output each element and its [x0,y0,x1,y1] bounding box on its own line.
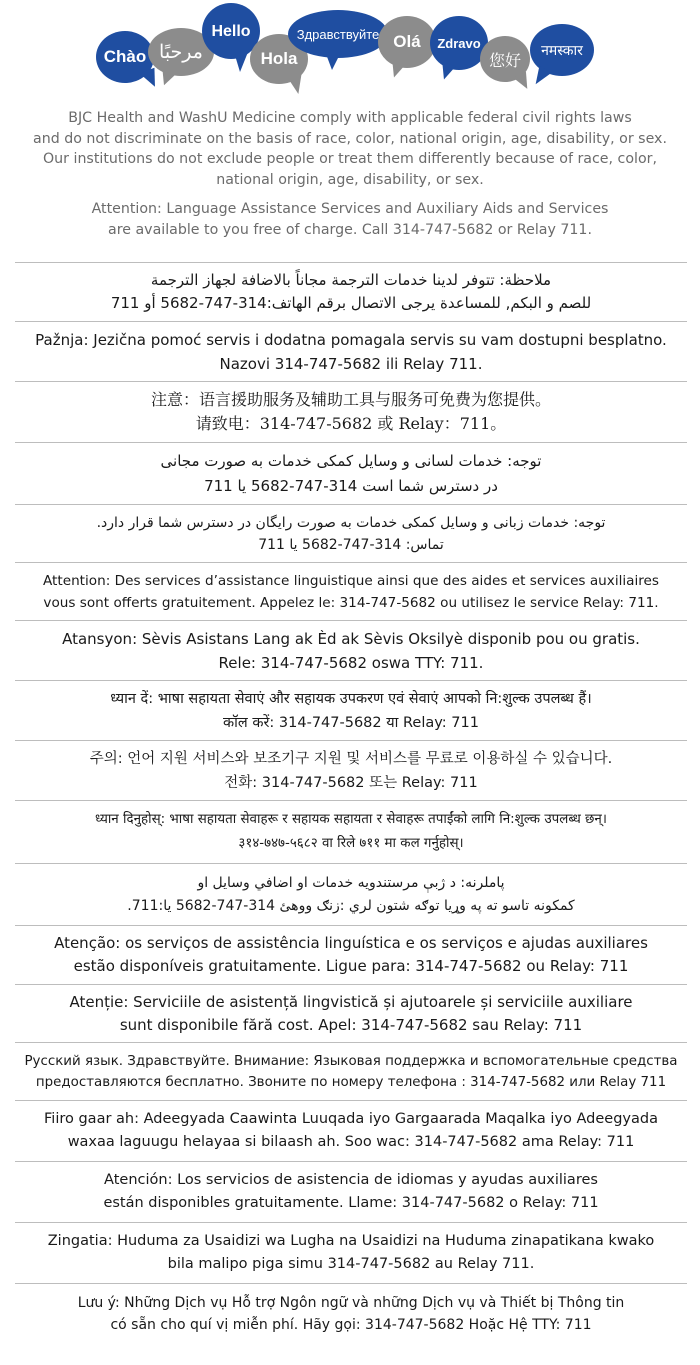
row-line: کمکونه تاسو ته په وړيا توګه شتون لري :زنګ ووهئ 314-747-5682 يا:711. [127,897,575,914]
row-line: Fiiro gaar ah: Adeegyada Caawinta Luuqada iyo Gargaarada Maqalka iyo Adeegyada [44,1111,658,1127]
notice-line: are available to you free of charge. Call 314-747-5682 or Relay 711. [108,221,592,238]
row-line: ध्यान दिनुहोस्: भाषा सहायता सेवाहरू र सहायक सहायता र सेवाहरू तपाईंको लागि नि:शुल्क उपलब्ध छन्। [95,812,607,827]
greeting-text-zdravstvuyte: Здравствуйте [296,26,380,42]
bubble-tail [388,60,406,79]
language-row-pashto [15,863,687,925]
bubble-tail [326,54,340,70]
row-line: Русский язык. Здравствуйте. Внимание: Языковая поддержка и вспомогательные средства [24,1053,678,1069]
bubble-tail [438,62,456,81]
language-row-vietnamese [15,1283,687,1343]
notice-line: Attention: Language Assistance Services and Auxiliary Aids and Services [91,201,609,217]
row-line: Atansyon: Sèvis Asistans Lang ak Èd ak Sèvis Oksilyè disponib pou ou gratis. [62,629,640,648]
greeting-bubbles [0,0,700,100]
language-row-spanish [15,1161,687,1222]
bubble-tail [158,68,178,88]
row-line: Lưu ý: Những Dịch vụ Hỗ trợ Ngôn ngữ và những Dịch vụ và Thiết bị Thông tin [77,1294,625,1311]
greeting-bubble-ola [378,16,436,68]
greeting-text-nihao: 您好 [488,52,521,70]
row-line: कॉल करें: 314-747-5682 या Relay: 711 [223,714,479,731]
language-row-farsi [15,504,687,562]
language-row-arabic [15,262,687,321]
row-line: ملاحظة: تتوفر لدينا خدمات الترجمة مجاناً بالاضافة لجهاز الترجمة [150,271,552,289]
row-line: Attention: Des services d’assistance linguistique ainsi que des aides et services auxiliaires [42,572,660,589]
row-line: vous sont offerts gratuitement. Appelez le: 314-747-5682 ou utilisez le service Relay: 711. [43,594,659,611]
row-line: Atenção: os serviços de assistência linguística e os serviços e ajudas auxiliares [54,934,648,952]
language-row-romanian [15,984,687,1042]
notice-line: and do not discriminate on the basis of race, color, national origin, age, disability, or sex. [33,130,667,147]
greeting-text-ola: Olá [393,32,421,51]
row-line: 注意：语言援助服务及辅助工具与服务可免费为您提供。 [150,390,551,409]
bubble-tail [234,52,248,72]
row-line: bila malipo piga simu 314-747-5682 au Relay 711. [167,1256,535,1272]
language-row-somali [15,1100,687,1161]
row-line: 주의: 언어 지원 서비스와 보조기구 지원 및 서비스를 무료로 이용하실 수 있습니다. [89,750,613,767]
row-line: للصم و البكم, للمساعدة يرجى الاتصال برقم الهاتف:314-747-5682 أو 711 [110,294,592,312]
notice-line: national origin, age, disability, or sex. [216,171,484,188]
greeting-text-chao: Chào [103,47,147,66]
row-line: ध्यान दें: भाषा सहायता सेवाएं और सहायक उपकरण एवं सेवाएं आपको नि:शुल्क उपलब्ध हैं। [110,690,592,707]
language-row-chinese [15,381,687,442]
row-line: Pažnja: Jezična pomoć servis i dodatna pomagala servis su vam dostupni besplatno. [35,330,667,349]
row-line: có sẵn cho quí vị miễn phí. Hãy gọi: 314-747-5682 Hoặc Hệ TTY: 711 [110,1316,592,1333]
language-assistance-list [15,262,687,1343]
row-line: در دسترس شما است 314-747-5682 یا 711 [204,476,498,495]
greeting-text-zdravo: Zdravo [437,35,481,51]
row-line: Atención: Los servicios de asistencia de idiomas y ayudas auxiliares [104,1172,598,1188]
language-row-swahili [15,1222,687,1283]
row-line: توجه: خدمات زبانی و وسایل کمکی خدمات به صورت رایگان در دسترس شما قرار دارد. [96,514,606,531]
language-assistance-notice [20,199,680,240]
bubble-tail [288,74,306,95]
nondiscrimination-notice [20,108,680,190]
language-row-haitian-creole [15,620,687,680]
greeting-text-hola: Hola [260,49,298,68]
language-row-hindi [15,680,687,740]
row-line: предоставляются бесплатно. Звоните по номеру телефона : 314-747-5682 или Relay 711 [35,1074,667,1090]
row-line: Atenție: Serviciile de asistență lingvistică și ajutoarele și serviciile auxiliare [69,992,633,1011]
row-line: تماس: 314-747-5682 یا 711 [258,536,444,553]
row-line: waxaa laguugu helayaa si bilaash ah. Soo wac: 314-747-5682 ama Relay: 711 [67,1134,635,1150]
row-line: están disponibles gratuitamente. Llame: 314-747-5682 o Relay: 711 [103,1195,599,1211]
row-line: پاملرنه: د ژبې مرستندويه خدمات او اضافي وسايل او [197,874,505,891]
greeting-text-namaskar: नमस्कार [541,41,583,58]
row-line: توجه: خدمات لسانی و وسایل کمکی خدمات به صورت مجانی [160,451,542,470]
language-row-bosnian [15,321,687,381]
notice-line: BJC Health and WashU Medicine comply with applicable federal civil rights laws [68,110,632,126]
greeting-bubble-zdravstvuyte [288,10,388,58]
language-row-russian [15,1042,687,1100]
row-line: 전화: 314-747-5682 또는 Relay: 711 [224,774,478,791]
greeting-text-marhaba: مرحبًا [159,41,203,63]
language-row-korean [15,740,687,800]
bubble-tail [139,68,160,90]
row-line: estão disponíveis gratuitamente. Ligue para: 314-747-5682 ou Relay: 711 [73,957,629,975]
row-line: 请致电：314-747-5682 或 Relay：711。 [195,414,507,433]
row-line: Nazovi 314-747-5682 ili Relay 711. [219,354,483,373]
language-row-portuguese [15,925,687,984]
row-line: Rele: 314-747-5682 oswa TTY: 711. [218,653,484,672]
row-line: ३१४-७४७-५६८२ वा रिले ७११ मा कल गर्नुहोस्। [238,836,464,851]
row-line: Zingatia: Huduma za Usaidizi wa Lugha na Usaidizi na Huduma zinapatikana kwako [47,1233,655,1249]
language-row-french [15,562,687,620]
language-row-nepali [15,800,687,863]
notice-line: Our institutions do not exclude people or treat them differently because of race, color, [43,151,657,167]
row-line: sunt disponibile fără cost. Apel: 314-747-5682 sau Relay: 711 [119,1015,583,1034]
language-row-dari [15,442,687,504]
greeting-text-hello: Hello [211,23,251,40]
